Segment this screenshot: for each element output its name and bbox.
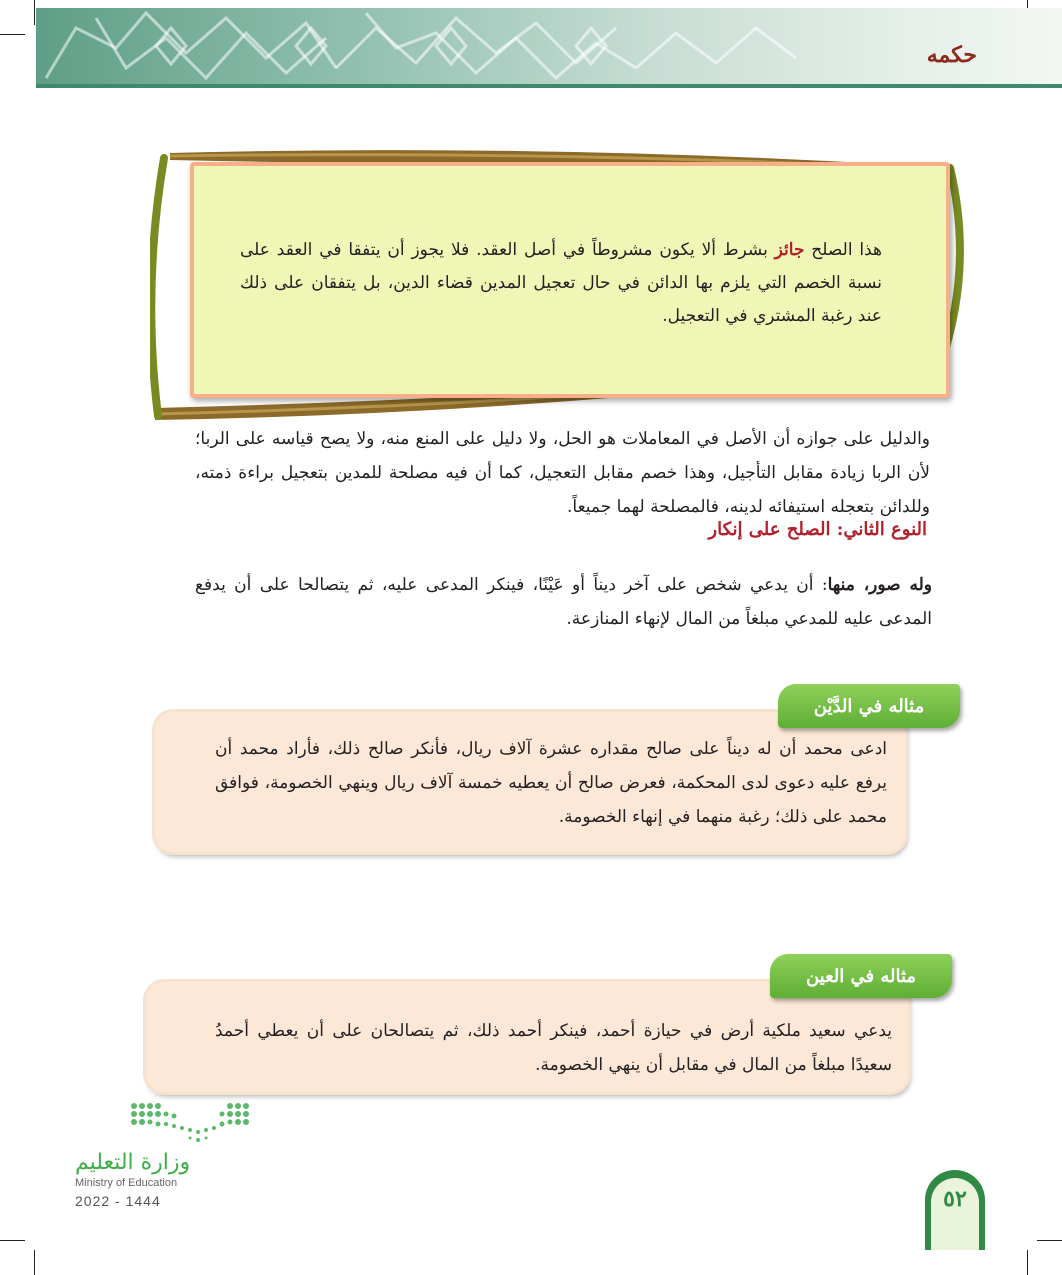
crop-mark [1027,1250,1028,1275]
ministry-logo-icon [128,1100,253,1142]
header-rule [36,84,1062,88]
hikma-text-start: هذا الصلح [804,240,882,260]
ministry-name-english: Ministry of Education [75,1177,178,1189]
section-heading: النوع الثاني: الصلح على إنكار [708,519,927,540]
crop-mark [1037,1240,1062,1241]
evidence-paragraph: والدليل على جوازه أن الأصل في المعاملات هو الحل، ولا دليل على المنع منه، ولا يصح قياسه على الربا؛ لأن الربا زيادة مقابل التأجيل، وهذا خصم مقابل التعجيل، كما أن فيه مصلحة للمدين بتعجيل براءة ذمته، وللدائن بتعجله استيفائه لدينه، فالمصلحة لهما جميعاً. [195,429,930,517]
hikma-title: حكمه [926,42,977,68]
page-number-badge [925,1170,985,1250]
section-lead: وله صور، منها [827,575,932,595]
example-property-text: يدعي سعيد ملكية أرض في حيازة أحمد، فينكر أحمد ذلك، ثم يتصالحان على أن يعطي أحمدُ سعيدًا مبلغاً من المال في مقابل أن ينهي الخصومة. [215,1021,892,1075]
example-property-tab: مثاله في العين [770,954,952,998]
hikma-highlight-term: جائز [774,240,805,260]
crop-mark [34,0,35,25]
crop-mark [0,34,25,35]
ministry-name-arabic: وزارة التعليم [75,1150,191,1175]
example-debt-text: ادعى محمد أن له ديناً على صالح مقداره عشرة آلاف ريال، فأنكر صالح ذلك، فأراد محمد أن يرفع عليه دعوى لدى المحكمة، فعرض صالح أن يعطيه خمسة آلاف ريال وينهي الخصومة، فوافق محمد على ذلك؛ رغبة منهما في إنهاء الخصومة. [215,739,887,827]
header-banner [36,8,1062,84]
crop-mark [34,1250,35,1275]
hikma-text-rest: بشرط ألا يكون مشروطاً في أصل العقد. فلا يجوز أن يتفقا في العقد على نسبة الخصم التي يلزم بها الدائن في حال تعجيل المدين قضاء الدين، بل يتفقان على ذلك عند رغبة المشتري في التعجيل. [240,240,883,326]
hikma-text [240,234,882,333]
page-number-frame [931,1178,979,1250]
section-paragraph [195,568,932,636]
edition-year: 2022 - 1444 [75,1193,161,1209]
section-text: : أن يدعي شخص على آخر ديناً أو عَيْنًا، فينكر المدعى عليه، ثم يتصالحا على أن يدفع المدعى عليه للمدعي مبلغاً من المال لإنهاء المنازعة. [195,575,932,629]
example-debt-tab: مثاله في الدَّيْن [778,684,960,728]
page-number: ٥٢ [943,1186,967,1212]
crop-mark [0,1240,25,1241]
geometric-pattern-icon [36,8,1062,84]
